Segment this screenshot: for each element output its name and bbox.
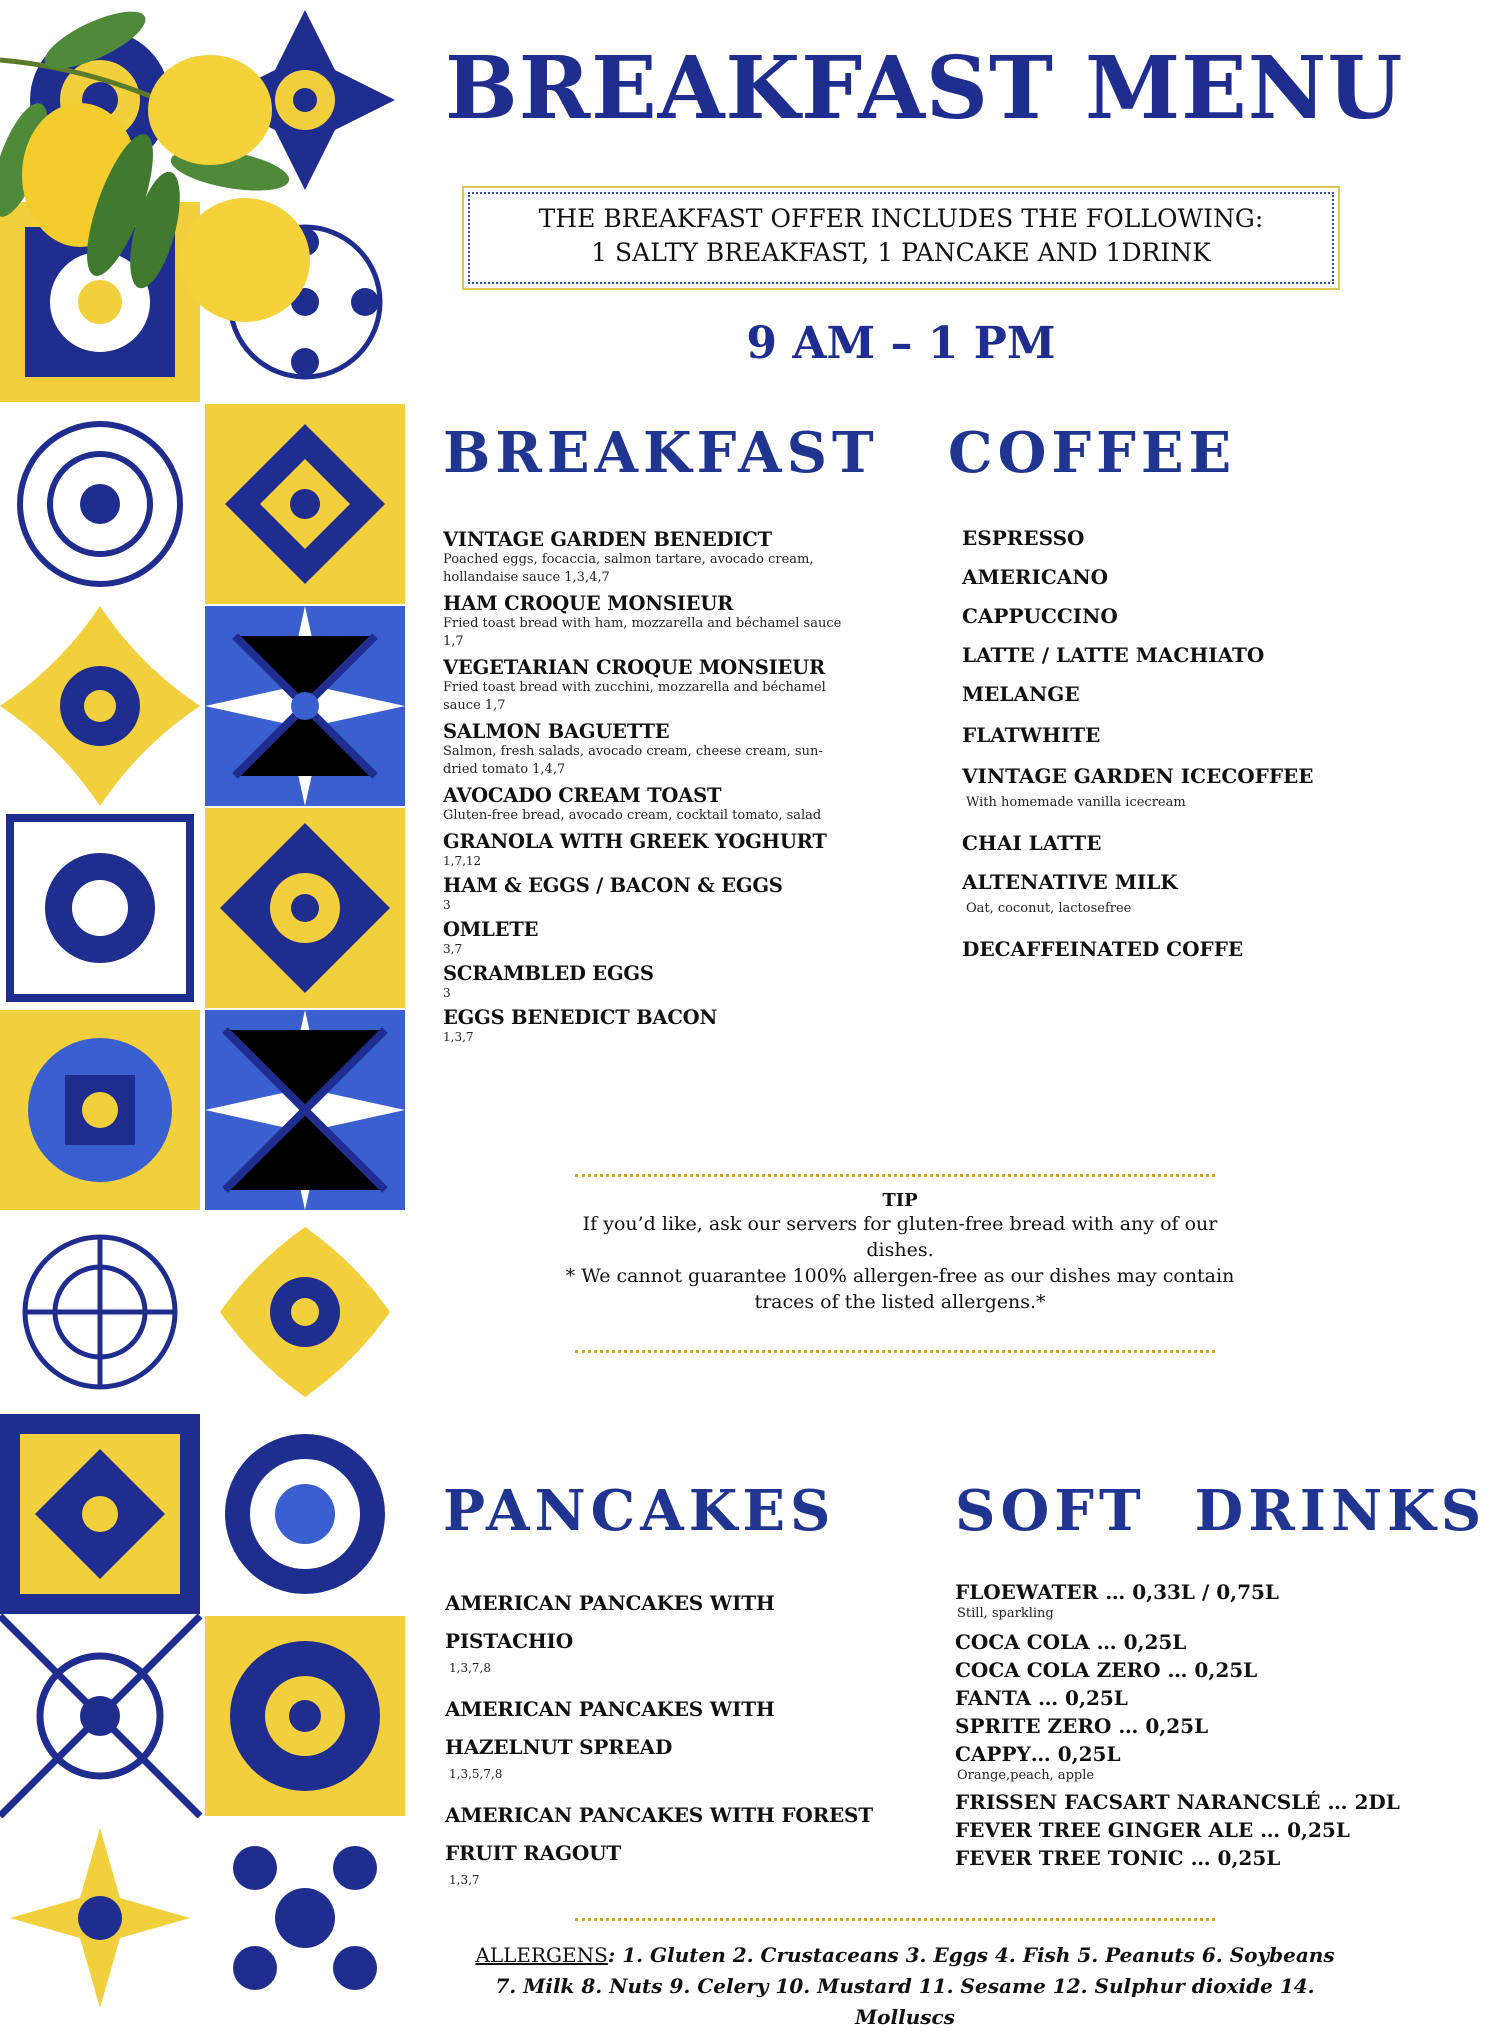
pancakes-heading: PANCAKES xyxy=(443,1478,836,1544)
list-item xyxy=(955,1788,1400,1816)
item-name: FLOEWATER … 0,33L / 0,75L xyxy=(955,1580,1279,1604)
item-name: DECAFFEINATED COFFE xyxy=(962,937,1244,961)
item-name: OMLETE xyxy=(443,918,539,941)
item-name: FRISSEN FACSART NARANCSLÉ … 2DL xyxy=(955,1790,1400,1814)
item-name: CAPPY… 0,25L xyxy=(955,1742,1121,1766)
allergens-footer xyxy=(470,1940,1340,2033)
offer-line-1: THE BREAKFAST OFFER INCLUDES THE FOLLOWING: xyxy=(538,204,1264,233)
tile-pattern xyxy=(205,606,405,806)
tile-pattern xyxy=(205,1010,405,1210)
allergens-label: ALLERGENS xyxy=(475,1943,608,1967)
item-note: Oat, coconut, lactosefree xyxy=(966,901,1132,916)
offer-text xyxy=(468,192,1334,284)
allergens-list: : 1. Gluten 2. Crustaceans 3. Eggs 4. Fish 5. Peanuts 6. Soybeans 7. Milk 8. Nuts 9. Celery 10. Mustard 11. Sesame 12. Sulphur dioxide 14. Molluscs xyxy=(495,1943,1335,2029)
item-allergens: 3 xyxy=(443,898,451,912)
item-name: AVOCADO CREAM TOAST xyxy=(443,784,722,807)
list-item xyxy=(443,830,843,869)
list-item xyxy=(962,565,1382,604)
item-name: MELANGE xyxy=(962,682,1080,706)
tile-pattern xyxy=(0,808,200,1008)
offer-box xyxy=(462,186,1340,290)
tile-pattern xyxy=(205,1616,405,1816)
item-name: FLATWHITE xyxy=(962,723,1101,747)
divider xyxy=(575,1174,1215,1177)
list-item xyxy=(445,1584,900,1676)
item-name: HAM CROQUE MONSIEUR xyxy=(443,592,734,615)
tile-pattern xyxy=(0,1010,200,1210)
tip-label: TIP xyxy=(882,1190,918,1211)
tile-pattern xyxy=(0,404,200,604)
serving-hours: 9 AM – 1 PM xyxy=(746,318,1056,369)
list-item xyxy=(955,1740,1395,1784)
list-item xyxy=(443,962,843,1001)
tile-pattern xyxy=(0,606,200,806)
item-name: AMERICAN PANCAKES WITH PISTACHIO xyxy=(445,1591,775,1653)
item-description: Gluten-free bread, avocado cream, cocktail tomato, salad xyxy=(443,808,822,823)
item-description: Fried toast bread with ham, mozzarella and béchamel sauce 1,7 xyxy=(443,616,842,649)
item-name: EGGS BENEDICT BACON xyxy=(443,1006,718,1029)
list-item xyxy=(962,937,1382,976)
item-allergens: 3,7 xyxy=(443,942,463,956)
tip-line-2: * We cannot guarantee 100% allergen-free as our dishes may contain traces of the listed allergens.* xyxy=(565,1265,1235,1313)
item-description: Poached eggs, focaccia, salmon tartare, avocado cream, hollandaise sauce 1,3,4,7 xyxy=(443,552,814,585)
list-item xyxy=(445,1796,900,1888)
item-name: SPRITE ZERO … 0,25L xyxy=(955,1714,1209,1738)
item-name: VINTAGE GARDEN BENEDICT xyxy=(443,528,772,551)
divider xyxy=(575,1350,1215,1353)
breakfast-heading: BREAKFAST xyxy=(443,420,879,486)
tile-pattern xyxy=(0,1212,200,1412)
item-name: GRANOLA WITH GREEK YOGHURT xyxy=(443,830,827,853)
soft-drinks-list xyxy=(955,1578,1400,1872)
item-name: CAPPUCCINO xyxy=(962,604,1118,628)
list-item xyxy=(443,656,843,715)
item-name: SALMON BAGUETTE xyxy=(443,720,670,743)
item-note: Orange,peach, apple xyxy=(957,1768,1095,1783)
tile-pattern xyxy=(0,1414,200,1614)
item-name: COCA COLA ZERO … 0,25L xyxy=(955,1658,1258,1682)
list-item xyxy=(962,682,1382,723)
list-item xyxy=(443,528,843,587)
item-name: SCRAMBLED EGGS xyxy=(443,962,654,985)
list-item xyxy=(955,1712,1395,1740)
list-item xyxy=(962,526,1382,565)
list-item xyxy=(445,1690,900,1782)
tip-box xyxy=(560,1190,1240,1315)
coffee-heading: COFFEE xyxy=(948,420,1237,486)
item-name: ALTENATIVE MILK xyxy=(962,870,1178,894)
list-item xyxy=(962,604,1382,643)
item-allergens: 1,3,7 xyxy=(449,1873,480,1887)
item-name: AMERICAN PANCAKES WITH FOREST FRUIT RAGOUT xyxy=(445,1803,873,1865)
item-name: AMERICAN PANCAKES WITH HAZELNUT SPREAD xyxy=(445,1697,775,1759)
list-item xyxy=(955,1816,1395,1844)
tile-pattern xyxy=(205,1212,405,1412)
item-allergens: 1,3,5,7,8 xyxy=(449,1767,503,1781)
item-allergens: 1,7,12 xyxy=(443,854,482,868)
list-item xyxy=(962,723,1382,764)
item-note: With homemade vanilla icecream xyxy=(966,795,1186,810)
tip-line-1: If you’d like, ask our servers for gluten-free bread with any of our dishes. xyxy=(582,1213,1218,1261)
item-name: FEVER TREE GINGER ALE … 0,25L xyxy=(955,1818,1350,1842)
item-note: Still, sparkling xyxy=(957,1606,1054,1621)
item-name: CHAI LATTE xyxy=(962,831,1102,855)
tile-pattern xyxy=(205,808,405,1008)
list-item xyxy=(443,1006,843,1045)
list-item xyxy=(443,592,843,651)
item-name: VINTAGE GARDEN ICECOFFEE xyxy=(962,764,1314,788)
tile-pattern xyxy=(205,404,405,604)
item-name: HAM & EGGS / BACON & EGGS xyxy=(443,874,783,897)
item-name: AMERICANO xyxy=(962,565,1109,589)
list-item xyxy=(962,870,1382,937)
item-allergens: 1,3,7 xyxy=(443,1030,474,1044)
item-name: VEGETARIAN CROQUE MONSIEUR xyxy=(443,656,825,679)
item-description: Salmon, fresh salads, avocado cream, cheese cream, sun-dried tomato 1,4,7 xyxy=(443,744,823,777)
list-item xyxy=(962,764,1382,831)
tip-text xyxy=(560,1211,1240,1315)
list-item xyxy=(955,1656,1395,1684)
offer-line-2: 1 SALTY BREAKFAST, 1 PANCAKE AND 1DRINK xyxy=(591,238,1211,267)
item-name: FANTA … 0,25L xyxy=(955,1686,1128,1710)
list-item xyxy=(962,643,1382,682)
list-item xyxy=(955,1578,1395,1622)
list-item xyxy=(962,831,1382,870)
soft-drinks-heading: SOFT DRINKS xyxy=(955,1478,1486,1544)
tile-pattern xyxy=(205,1818,405,2018)
breakfast-list xyxy=(443,528,843,1050)
item-allergens: 1,3,7,8 xyxy=(449,1661,491,1675)
coffee-list xyxy=(962,526,1382,976)
list-item xyxy=(955,1628,1395,1656)
list-item xyxy=(955,1684,1395,1712)
tile-pattern xyxy=(0,1616,200,1816)
lemon-branch-illustration xyxy=(0,0,320,330)
list-item xyxy=(443,784,843,825)
menu-title: BREAKFAST MENU xyxy=(445,38,1404,139)
item-description: Fried toast bread with zucchini, mozzarella and béchamel sauce 1,7 xyxy=(443,680,826,713)
divider xyxy=(575,1918,1215,1921)
item-name: FEVER TREE TONIC … 0,25L xyxy=(955,1846,1281,1870)
item-allergens: 3 xyxy=(443,986,451,1000)
item-name: COCA COLA … 0,25L xyxy=(955,1630,1187,1654)
list-item xyxy=(443,720,843,779)
tile-pattern xyxy=(0,1818,200,2018)
tile-pattern xyxy=(205,1414,405,1614)
list-item xyxy=(955,1844,1395,1872)
item-name: LATTE / LATTE MACHIATO xyxy=(962,643,1265,667)
list-item xyxy=(443,918,843,957)
pancakes-list xyxy=(445,1584,900,1902)
item-name: ESPRESSO xyxy=(962,526,1085,550)
list-item xyxy=(443,874,843,913)
